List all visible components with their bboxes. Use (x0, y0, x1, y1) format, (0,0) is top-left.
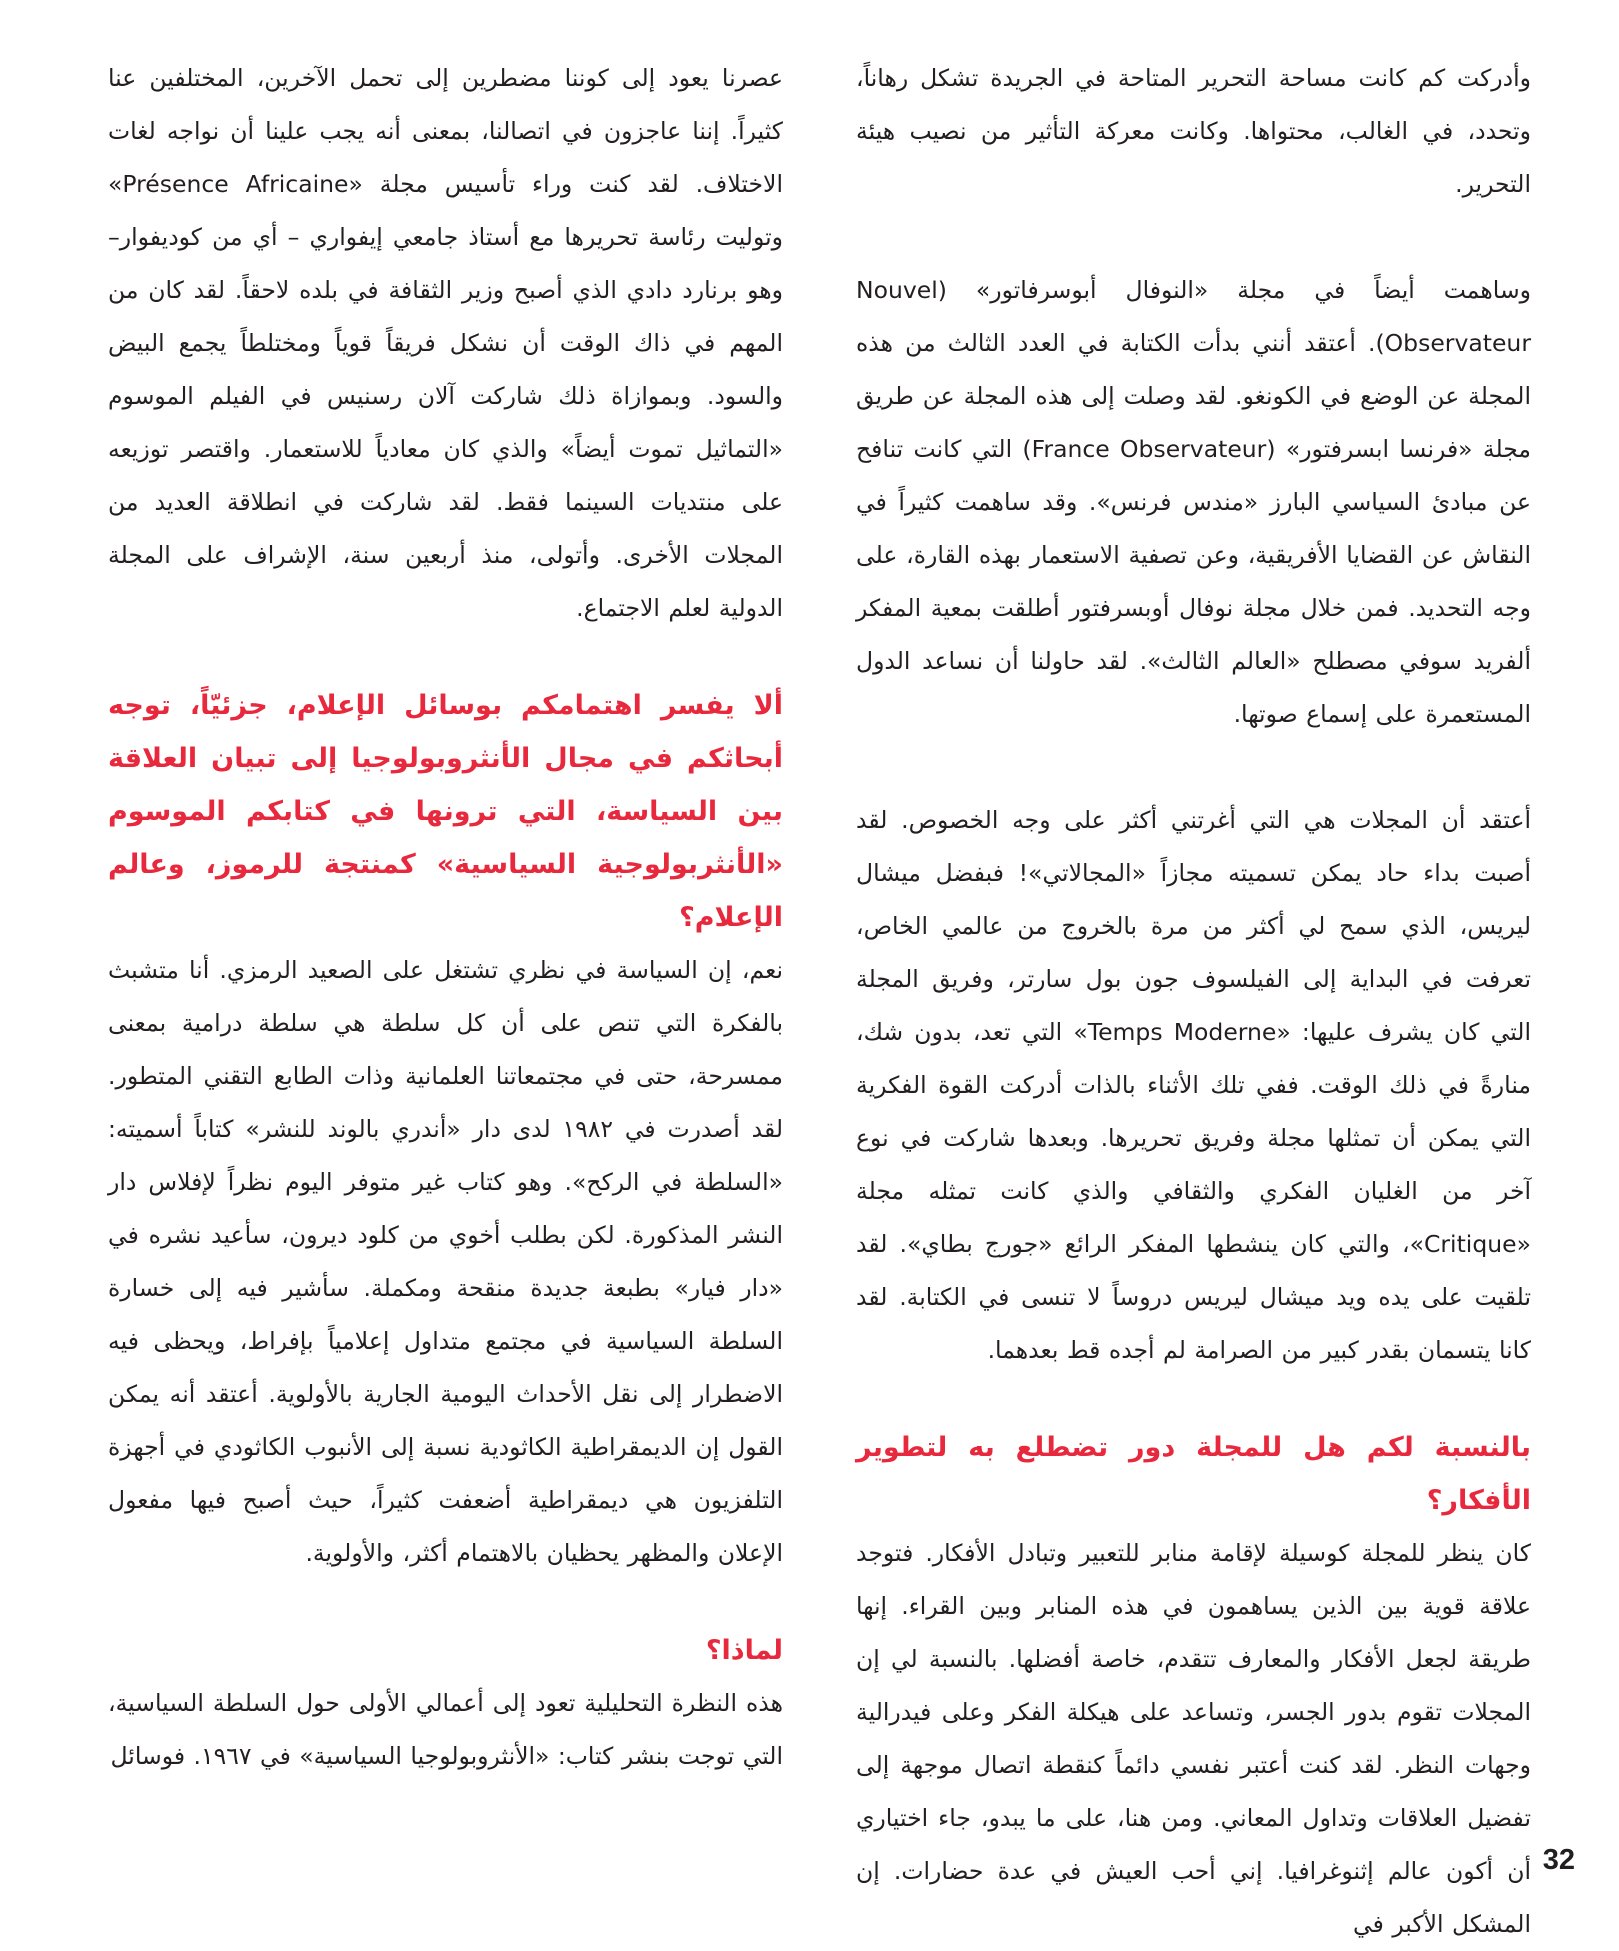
left-paragraph-3: هذه النظرة التحليلية تعود إلى أعمالي الأولى حول السلطة السياسية، التي توجت بنشر كتاب: «الأنثروبولوجيا السياسية» في ١٩٦٧. فوسائل (108, 1689, 783, 1770)
left-paragraph-2: نعم، إن السياسة في نظري تشتغل على الصعيد الرمزي. أنا متشبث بالفكرة التي تنص على أن كل سلطة هي سلطة درامية بمعنى ممسرحة، حتى في مجتمعاتنا العلمانية وذات الطابع التقني المتطور. لقد أصدرت في ١٩٨٢ لدى دار «أندري بالوند للنشر» كتاباً أسميته: «السلطة في الركح». وهو كتاب غير متوفر اليوم نظراً لإفلاس دار النشر المذكورة. لكن بطلب أخوي من كلود ديرون، سأعيد نشره في «دار فيار» بطبعة جديدة منقحة ومكملة. سأشير فيه إلى خسارة السلطة السياسية في مجتمع متداول إعلامياً بإفراط، ويحظى فيه الاضطرار إلى نقل الأحداث اليومية الجارية بالأولوية. أعتقد أنه يمكن القول إن الديمقراطية الكاثودية نسبة إلى الأنبوب الكاثودي في أجهزة التلفزيون هي ديمقراطية أضعفت كثيراً، حيث أصبح فيها مفعول الإعلان والمظهر يحظيان بالاهتمام أكثر، والأولوية. (108, 956, 783, 1567)
page-number: 32 (1542, 1844, 1575, 1876)
left-column (108, 52, 783, 1783)
right-question-heading: بالنسبة لكم هل للمجلة دور تضطلع به لتطوير الأفكار؟ (856, 1432, 1531, 1516)
left-paragraph-1: عصرنا يعود إلى كوننا مضطرين إلى تحمل الآخرين، المختلفين عنا كثيراً. إننا عاجزون في اتصالنا، بمعنى أنه يجب علينا أن نواجه لغات الاختلاف. لقد كنت وراء تأسيس مجلة «Présence Africaine» وتوليت رئاسة تحريرها مع أستاذ جامعي إيفواري – أي من كوديفوار– وهو برنارد دادي الذي أصبح وزير الثقافة في بلده لاحقاً. لقد كان من المهم في ذاك الوقت أن نشكل فريقاً قوياً ومختلطاً يجمع البيض والسود. وبموازاة ذلك شاركت آلان رسنيس في الفيلم الموسوم «التماثيل تموت أيضاً» والذي كان معادياً للاستعمار. واقتصر توزيعه على منتديات السينما فقط. لقد شاركت في انطلاقة العديد من المجلات الأخرى. وأتولى، منذ أربعين سنة، الإشراف على المجلة الدولية لعلم الاجتماع. (108, 64, 783, 622)
left-question-heading: ألا يفسر اهتمامكم بوسائل الإعلام، جزئيّاً، توجه أبحاثكم في مجال الأنثروبولوجيا إلى تبيان العلاقة بين السياسة، التي ترونها في كتابكم الموسوم «الأنثربولوجية السياسية» كمنتجة للرموز، وعالم الإعلام؟ (108, 690, 783, 933)
left-why-heading: لماذا؟ (705, 1635, 783, 1666)
right-paragraph-1: وأدركت كم كانت مساحة التحرير المتاحة في الجريدة تشكل رهاناً، وتحدد، في الغالب، محتواها. وكانت معركة التأثير من نصيب هيئة التحرير. (856, 64, 1531, 198)
right-paragraph-4: كان ينظر للمجلة كوسيلة لإقامة منابر للتعبير وتبادل الأفكار. فتوجد علاقة قوية بين الذين يساهمون في هذه المنابر وبين القراء. إنها طريقة لجعل الأفكار والمعارف تتقدم، خاصة أفضلها. بالنسبة لي إن المجلات تقوم بدور الجسر، وتساعد على هيكلة الفكر وعلى فيدرالية وجهات النظر. لقد كنت أعتبر نفسي دائماً كنقطة اتصال موجهة إلى تفضيل العلاقات وتداول المعاني. ومن هنا، على ما يبدو، جاء اختياري أن أكون عالم إثنوغرافيا. إني أحب العيش في عدة حضارات. إن المشكل الأكبر في (856, 1539, 1531, 1938)
right-paragraph-3: أعتقد أن المجلات هي التي أغرتني أكثر على وجه الخصوص. لقد أصبت بداء حاد يمكن تسميته مجازاً «المجالاتي»! فبفضل ميشال ليريس، الذي سمح لي أكثر من مرة بالخروج من عالمي الخاص، تعرفت في البداية إلى الفيلسوف جون بول سارتر، وفريق المجلة التي كان يشرف عليها: «Temps Moderne» التي تعد، بدون شك، منارةً في ذلك الوقت. ففي تلك الأثناء بالذات أدركت القوة الفكرية التي يمكن أن تمثلها مجلة وفريق تحريرها. وبعدها شاركت في نوع آخر من الغليان الفكري والثقافي والذي كانت تمثله مجلة «Critique»، والتي كان ينشطها المفكر الرائع «جورج بطاي». لقد تلقيت على يده ويد ميشال ليريس دروساً لا تنسى في الكتابة. لقد كانا يتسمان بقدر كبير من الصرامة لم أجده قط بعدهما. (856, 806, 1531, 1364)
right-column (856, 52, 1531, 1951)
right-paragraph-2: وساهمت أيضاً في مجلة «النوفال أبوسرفاتور» (Nouvel Observateur). أعتقد أنني بدأت الكتابة في العدد الثالث من هذه المجلة عن الوضع في الكونغو. لقد وصلت إلى هذه المجلة عن طريق مجلة «فرنسا ابسرفتور» (France Observateur) التي كانت تنافح عن مبادئ السياسي البارز «مندس فرنس». وقد ساهمت كثيراً في النقاش عن القضايا الأفريقية، وعن تصفية الاستعمار بهذه القارة، على وجه التحديد. فمن خلال مجلة نوفال أوبسرفتور أطلقت بمعية المفكر ألفريد سوفي مصطلح «العالم الثالث». لقد حاولنا أن نساعد الدول المستعمرة على إسماع صوتها. (856, 276, 1531, 728)
